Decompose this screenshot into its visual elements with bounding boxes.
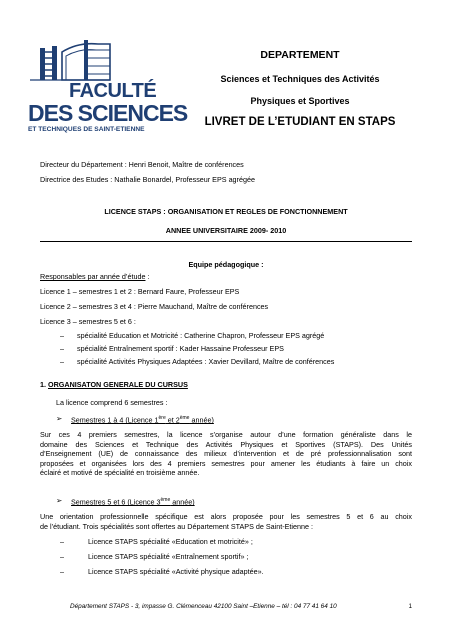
logo-faculte-text: FACULTÉ xyxy=(69,80,157,102)
paragraph-line: proposées et organisées lors des 4 premiers semestres pour amener les étudiants à faire un choix xyxy=(40,458,412,468)
responsables-label-suffix: : xyxy=(145,272,150,281)
sem56-text-a: Semestres 5 et 6 (Licence 3 xyxy=(71,497,161,507)
semesters-1-4-paragraph xyxy=(40,430,412,478)
department-director: Directeur du Département : Henri Benoit, Maître de conférences xyxy=(40,160,244,169)
horizontal-rule xyxy=(40,241,412,242)
responsables-label xyxy=(40,272,150,281)
department-name-line1: Sciences et Techniques des Activités xyxy=(220,74,380,84)
responsables-label-text: Responsables par année d’étude xyxy=(40,272,146,281)
dash-bullet: – xyxy=(60,331,64,340)
sem14-sup1: ère xyxy=(158,415,166,421)
specialty-item: spécialité Education et Motricité : Catherine Chapron, Professeur EPS agrégé xyxy=(77,331,325,340)
paragraph-line: Sur ces 4 premiers semestres, la licence s’organise autour d’une formation généraliste dans le xyxy=(40,430,412,439)
academic-year: ANNEE UNIVERSITAIRE 2009- 2010 xyxy=(165,226,287,235)
page-number: 1 xyxy=(408,603,412,610)
specialty-item: spécialité Entraînement sportif : Kader Hassaine Professeur EPS xyxy=(77,344,284,353)
footer-address: Département STAPS - 3, impasse G. Clémenceau 42100 Saint –Etienne – tél : 04 77 41 64 10 xyxy=(70,603,337,610)
sem14-text-a: Semestres 1 à 4 (Licence 1 xyxy=(71,415,159,425)
paragraph-line: Une orientation professionnelle spécifique est alors proposée pour les semestres 5 et 6 au choix xyxy=(40,512,412,521)
logo-des-sciences-text: DES SCIENCES xyxy=(28,100,188,126)
sem56-text-b: année) xyxy=(170,497,195,507)
sem14-sup2: ème xyxy=(179,415,190,421)
page-footer xyxy=(40,603,412,610)
licence-heading: LICENCE STAPS : ORGANISATION ET REGLES DE FONCTIONNEMENT xyxy=(104,207,348,216)
section-title: ORGANISATON GENERALE DU CURSUS xyxy=(48,380,188,389)
dash-bullet: – xyxy=(60,567,64,576)
sem56-sup: ème xyxy=(160,497,171,503)
arrow-bullet-icon: ➢ xyxy=(56,496,63,505)
department-heading: DEPARTEMENT xyxy=(260,49,340,61)
specialty-item: spécialité Activités Physiques Adaptées : Xavier Devillard, Maître de conférences xyxy=(77,357,335,366)
option-item: Licence STAPS spécialité «Entraînement sportif» ; xyxy=(88,552,249,561)
arrow-bullet-icon: ➢ xyxy=(56,414,63,423)
paragraph-line: d’Enseignement (UE) de connaissance des milieux d’intervention et de pré professionnalisation sont xyxy=(40,449,412,458)
section-intro: La licence comprend 6 semestres : xyxy=(56,398,168,407)
licence-1-responsible: Licence 1 – semestres 1 et 2 : Bernard Faure, Professeur EPS xyxy=(40,287,240,296)
dash-bullet: – xyxy=(60,357,64,366)
logo-subtitle-text: ET TECHNIQUES DE SAINT-ETIENNE xyxy=(28,126,145,133)
sem14-text-c: année) xyxy=(189,415,214,425)
semesters-1-4-heading xyxy=(71,414,214,424)
team-heading: Equipe pédagogique : xyxy=(188,260,264,269)
paragraph-line: domaine des Sciences et Technique des Activités Physiques et Sportives (STAPS). Des Unités xyxy=(40,439,412,449)
studies-director: Directrice des Etudes : Nathalie Bonardel, Professeur EPS agrégée xyxy=(40,175,255,184)
section-number: 1. xyxy=(40,380,48,389)
licence-2-responsible: Licence 2 – semestres 3 et 4 : Pierre Mauchand, Maître de conférences xyxy=(40,302,269,311)
department-name-line2: Physiques et Sportives xyxy=(250,96,350,106)
option-item: Licence STAPS spécialité «Education et motricité» ; xyxy=(88,537,253,546)
option-item: Licence STAPS spécialité «Activité physique adaptée». xyxy=(88,567,264,576)
paragraph-line: de l’étudiant. Trois spécialités sont offertes au Département STAPS de Saint-Etienne : xyxy=(40,521,314,531)
dash-bullet: – xyxy=(60,344,64,353)
faculty-logo xyxy=(26,40,188,136)
semesters-5-6-paragraph xyxy=(40,512,412,531)
licence-3-responsible: Licence 3 – semestres 5 et 6 : xyxy=(40,317,136,326)
semesters-5-6-heading xyxy=(71,496,195,506)
sem14-text-b: et 2 xyxy=(165,415,180,425)
dash-bullet: – xyxy=(60,552,64,561)
dash-bullet: – xyxy=(60,537,64,546)
section-1-heading xyxy=(40,380,188,389)
document-title: LIVRET DE L’ETUDIANT EN STAPS xyxy=(204,116,396,128)
paragraph-line: éclairé et motivé de spécialité en troisième année. xyxy=(40,468,200,477)
